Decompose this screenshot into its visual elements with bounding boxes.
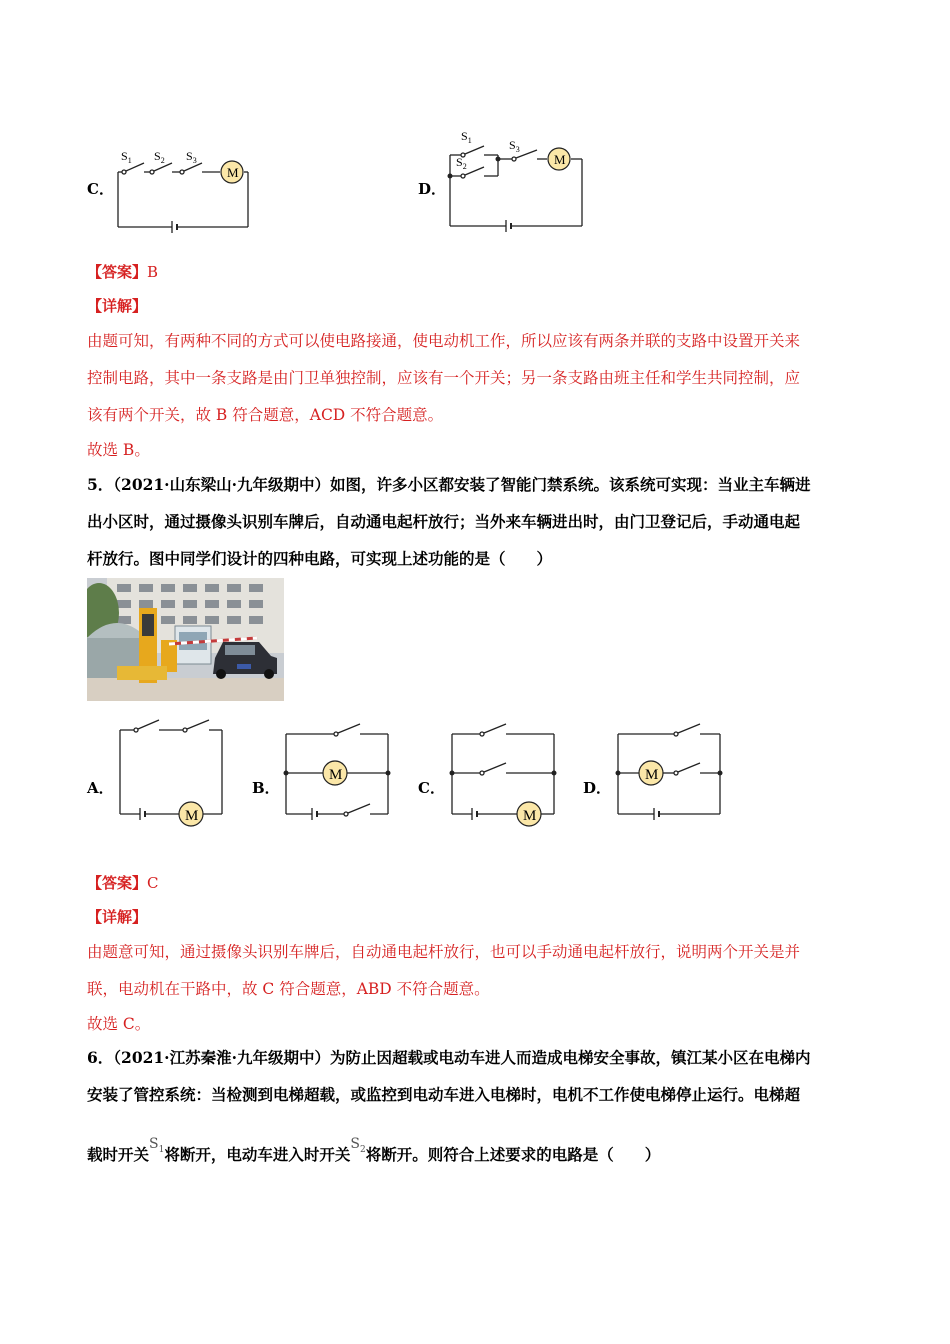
answer-row [87, 872, 159, 893]
svg-text:S1: $S_1$ [121, 149, 132, 165]
detail-tag: 【详解】 [87, 908, 148, 926]
conclusion-line: 故选 C。 [87, 1015, 151, 1033]
circuit-diagram-d [442, 122, 592, 234]
answer-tag: 【答案】 [87, 874, 148, 892]
svg-text:S1: $S_1$ [461, 129, 472, 145]
circuit-diagram-d-q5 [610, 712, 728, 830]
svg-text:S2: $S_2$ [154, 149, 165, 165]
option-c-label: C． [418, 779, 445, 797]
answer-value: C [147, 874, 159, 892]
switch-s1-symbol: $S_1$ [149, 1136, 165, 1155]
gate-photo [87, 578, 284, 701]
question-line: 杆放行。图中同学们设计的四种电路，可实现上述功能的是（ ） [87, 549, 553, 568]
circuit-diagram-b [278, 712, 396, 830]
motor-label: M [645, 767, 659, 783]
option-a-label: A． [87, 779, 114, 797]
answer-value: B [147, 263, 159, 281]
svg-text:S2: $S_2$ [456, 155, 467, 171]
explanation-line: 由题意可知，通过摄像头识别车牌后，自动通电起杆放行，也可以手动通电起杆放行，说明两个开关是并 [87, 943, 801, 961]
option-d-label: D． [583, 779, 612, 797]
motor-label: M [185, 808, 199, 824]
question-line: 6．（2021·江苏秦淮·九年级期中）为防止因超载或电动车进人而造成电梯安全事故，镇江某小区在电梯内 [87, 1048, 811, 1067]
explanation-line: 联，电动机在干路中，故 C 符合题意，ABD 不符合题意。 [87, 980, 490, 998]
svg-text:S3: $S_3$ [186, 149, 197, 165]
conclusion-line: 故选 B。 [87, 441, 150, 459]
question-line: 安装了管控系统：当检测到电梯超载，或监控到电动车进入电梯时，电机不工作使电梯停止运行。电梯超 [87, 1085, 801, 1104]
switch-s2-symbol: $S_2$ [350, 1136, 366, 1155]
svg-text:S3: $S_3$ [509, 138, 520, 154]
circuit-diagram-a [112, 712, 230, 830]
question-line: 5．（2021·山东梁山·九年级期中）如图，许多小区都安装了智能门禁系统。该系统可实现：当业主车辆进 [87, 475, 811, 494]
motor-label: M [227, 165, 239, 180]
explanation-line: 该有两个开关，故 B 符合题意，ACD 不符合题意。 [87, 406, 444, 424]
option-c-label: C． [87, 180, 114, 198]
explanation-line: 由题可知，有两种不同的方式可以使电路接通，使电动机工作，所以应该有两条并联的支路中设置开关来 [87, 332, 801, 350]
option-d-label: D． [418, 180, 447, 198]
circuit-diagram-c [110, 145, 260, 235]
question-line: 出小区时，通过摄像头识别车牌后，自动通电起杆放行；当外来车辆进出时，由门卫登记后，手动通电起 [87, 512, 801, 531]
motor-label: M [329, 767, 343, 783]
option-b-label: B． [252, 779, 280, 797]
detail-tag: 【详解】 [87, 297, 148, 315]
answer-row [87, 261, 158, 282]
circuit-diagram-c-q5 [444, 712, 562, 830]
answer-tag: 【答案】 [87, 263, 148, 281]
question-line: 载时开关$S_1$将断开，电动车进入时开关$S_2$将断开。则符合上述要求的电路是（ ） [87, 1136, 661, 1164]
motor-label: M [554, 152, 566, 167]
explanation-line: 控制电路，其中一条支路是由门卫单独控制，应该有一个开关；另一条支路由班主任和学生共同控制，应 [87, 369, 801, 387]
motor-label: M [523, 808, 537, 824]
